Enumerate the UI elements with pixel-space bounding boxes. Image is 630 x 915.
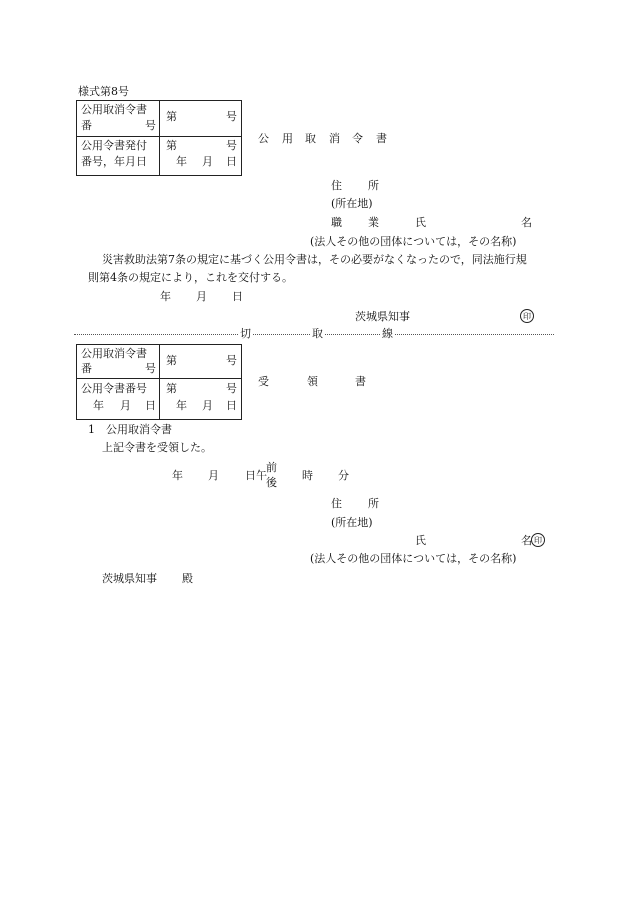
top-r1-label-c: 号 [145, 119, 156, 132]
bottom-r2-label-month: 月 [120, 399, 131, 412]
receipt-addr-a: 住 [331, 497, 342, 510]
body-line-2: 則第4条の規定により，これを交付する。 [88, 271, 293, 284]
top-title-char-2: 用 [282, 132, 293, 145]
bottom-r2-label-a: 公用令書番号 [81, 382, 147, 395]
bottom-r1-label-c: 号 [145, 362, 156, 375]
top-r1-value-a: 第 [166, 110, 177, 123]
bottom-r2-value-month: 月 [202, 399, 213, 412]
receipt-title-char-1: 受 [258, 375, 269, 388]
top-title-char-3: 取 [305, 132, 316, 145]
top-r2-label-b: 番号，年月日 [81, 155, 147, 168]
top-addr-b: 所 [368, 179, 379, 192]
receipt-date-year: 年 [172, 469, 183, 482]
receipt-ji: 時 [302, 469, 313, 482]
receipt-name-a: 氏 [415, 534, 426, 547]
body-line-1: 災害救助法第7条の規定に基づく公用令書は，その必要がなくなったので，同法施行規 [102, 253, 527, 266]
receipt-addressee: 茨城県知事 [102, 572, 157, 585]
receipt-addr-paren: (所在地) [331, 516, 373, 529]
cut-line-char-1: 切 [240, 327, 251, 340]
top-r2-value-b: 号 [226, 139, 237, 152]
form-number: 様式第8号 [78, 85, 129, 98]
cut-line-char-3: 線 [382, 327, 393, 340]
top-corp-note: (法人その他の団体については，その名称) [310, 235, 517, 248]
receipt-fun: 分 [338, 469, 349, 482]
receipt-corp-note: (法人その他の団体については，その名称) [310, 552, 517, 565]
top-r2-label-a: 公用令書発付 [81, 139, 147, 152]
bottom-r2-value-day: 日 [226, 399, 237, 412]
top-title-char-5: 令 [352, 132, 363, 145]
bottom-table-divider [159, 344, 160, 420]
body-date-month: 月 [196, 290, 207, 303]
top-r1-label-b: 番 [81, 119, 92, 132]
bottom-table-row-divider [76, 378, 242, 379]
bottom-r1-value-a: 第 [166, 354, 177, 367]
top-title-char-4: 消 [329, 132, 340, 145]
body-date-day: 日 [232, 290, 243, 303]
top-title-char-1: 公 [258, 132, 269, 145]
body-governor: 茨城県知事 [355, 310, 410, 323]
top-r2-value-c: 年 [176, 155, 187, 168]
top-job-b: 業 [368, 216, 379, 229]
bottom-r1-label-a: 公用取消令書 [81, 347, 147, 360]
bottom-r2-label-day: 日 [145, 399, 156, 412]
bottom-r2-label-year: 年 [93, 399, 104, 412]
bottom-r2-value-b: 号 [226, 382, 237, 395]
receipt-ato: 後 [266, 476, 277, 489]
bottom-r2-value-a: 第 [166, 382, 177, 395]
receipt-received: 上記令書を受領した。 [102, 441, 212, 454]
receipt-addr-b: 所 [368, 497, 379, 510]
top-r2-value-e: 日 [226, 155, 237, 168]
receipt-item: 1 公用取消令書 [88, 423, 172, 436]
top-table-row-divider [76, 136, 242, 137]
top-addr-a: 住 [331, 179, 342, 192]
top-r2-value-a: 第 [166, 139, 177, 152]
receipt-title-char-2: 領 [307, 375, 318, 388]
top-name-b: 名 [521, 216, 532, 229]
bottom-r1-value-b: 号 [226, 354, 237, 367]
receipt-name-b: 名 [521, 534, 532, 547]
receipt-zen: 前 [266, 461, 277, 474]
top-name-a: 氏 [415, 216, 426, 229]
cut-line-char-2: 取 [312, 327, 323, 340]
top-r2-value-d: 月 [202, 155, 213, 168]
receipt-seal-icon: 印 [531, 533, 545, 547]
receipt-go: 午 [256, 469, 267, 482]
body-date-year: 年 [160, 290, 171, 303]
bottom-r2-value-year: 年 [176, 399, 187, 412]
top-r1-label-a: 公用取消令書 [81, 103, 147, 116]
top-job-a: 職 [331, 216, 342, 229]
top-r1-value-b: 号 [226, 110, 237, 123]
top-title-char-6: 書 [376, 132, 387, 145]
top-addr-paren: (所在地) [331, 197, 373, 210]
receipt-date-day: 日 [245, 469, 256, 482]
receipt-title-char-3: 書 [355, 375, 366, 388]
body-seal-icon: 印 [520, 309, 534, 323]
top-table-divider [159, 100, 160, 176]
receipt-date-month: 月 [208, 469, 219, 482]
bottom-r1-label-b: 番 [81, 362, 92, 375]
receipt-dono: 殿 [182, 572, 193, 585]
